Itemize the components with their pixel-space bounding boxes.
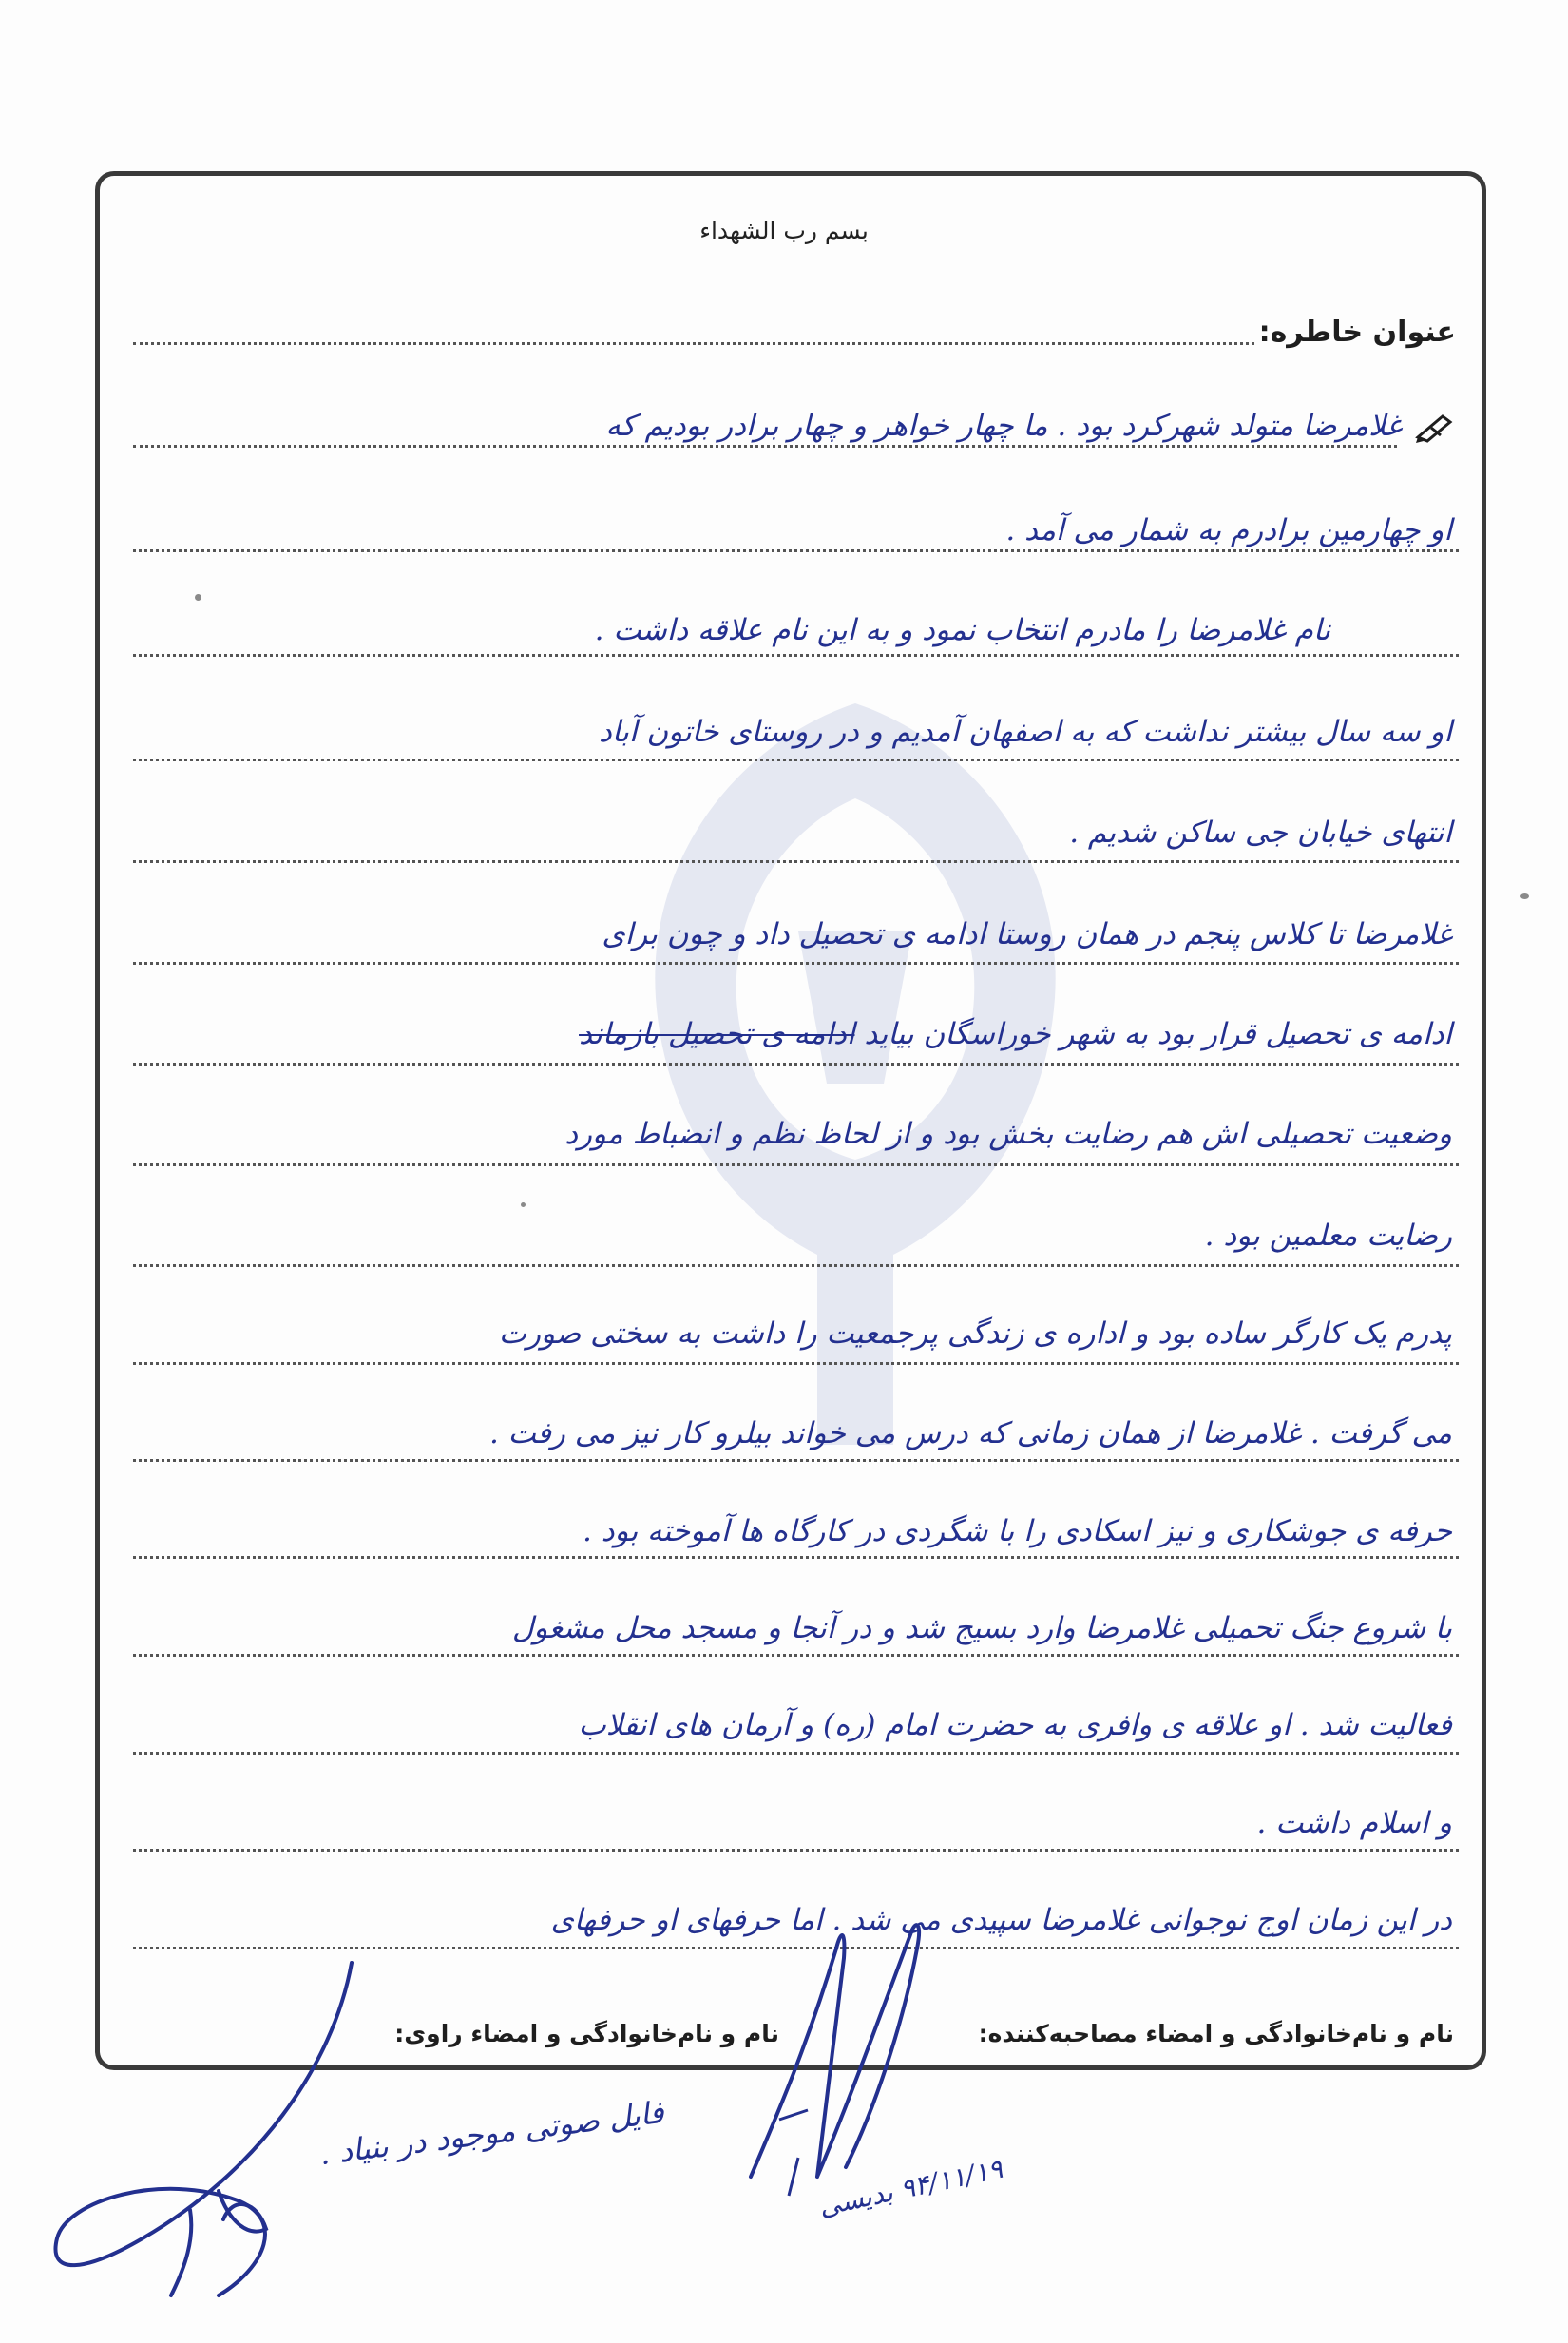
handwritten-line: حرفه ی جوشکاری و نیز اسکادی را با شگردی در کارگاه ها آموخته بود . (583, 1514, 1452, 1548)
audio-file-note: فایل صوتی موجود در بنیاد . (317, 2093, 666, 2173)
ruled-line (133, 445, 1397, 448)
pen-writing-icon (1414, 411, 1456, 443)
interviewer-signature-label: نام و نام‌خانوادگی و امضاء مصاحبه‌کننده: (978, 2020, 1454, 2047)
memory-title-label: عنوان خاطره: (1258, 316, 1456, 349)
handwritten-line: غلامرضا تا کلاس پنجم در همان روستا ادامه ی تحصیل داد و چون برای (602, 917, 1452, 951)
paper-speck (195, 594, 201, 601)
ruled-line (133, 1654, 1459, 1657)
ruled-line (133, 759, 1459, 761)
handwritten-line: رضایت معلمین بود . (1204, 1219, 1452, 1253)
ruled-line (133, 342, 1254, 345)
ruled-line (133, 654, 1459, 657)
handwritten-line: انتهای خیابان جی ساکن شدیم . (1069, 816, 1452, 850)
handwritten-line: در این زمان اوج نوجوانی غلامرضا سپیدی می شد . اما حرفهای او حرفهای (550, 1903, 1452, 1937)
handwritten-line: پدرم یک کارگر ساده بود و اداره ی زندگی پرجمعیت را داشت به سختی صورت (498, 1316, 1452, 1351)
ruled-line (133, 1362, 1459, 1365)
handwritten-line-with-correction (579, 1017, 1452, 1051)
page-header-title: بسم رب الشهداء (699, 217, 869, 244)
ruled-line (133, 1063, 1459, 1066)
handwritten-line: غلامرضا متولد شهرکرد بود . ما چهار خواهر و چهار برادر بودیم که (605, 409, 1402, 443)
narrator-signature-label: نام و نام‌خانوادگی و امضاء راوی: (394, 2020, 779, 2047)
ruled-line (133, 549, 1459, 552)
handwritten-line: او سه سال بیشتر نداشت که به اصفهان آمدیم و در روستای خاتون آباد (599, 715, 1452, 749)
handwritten-line: می گرفت . غلامرضا از همان زمانی که درس می خواند بیلرو کار نیز می رفت . (488, 1416, 1452, 1450)
paper-speck (1520, 893, 1529, 899)
handwritten-line: ادامه ی تحصیل قرار بود به شهر خوراسگان بیاید (864, 1017, 1452, 1051)
ruled-line (133, 1752, 1459, 1755)
handwritten-line: فعالیت شد . او علاقه ی وافری به حضرت امام (ره) و آرمان های انقلاب (578, 1708, 1452, 1742)
handwritten-line: و اسلام داشت . (1256, 1806, 1452, 1840)
ruled-line (133, 962, 1459, 965)
handwritten-line: او چهارمین برادرم به شمار می آمد . (1005, 513, 1452, 547)
handwritten-line: نام غلامرضا را مادرم انتخاب نمود و به این نام علاقه داشت . (594, 613, 1330, 647)
ruled-line (133, 1556, 1459, 1559)
handwritten-line: با شروع جنگ تحمیلی غلامرضا وارد بسیج شد و در آنجا و مسجد محل مشغول (511, 1611, 1452, 1645)
ruled-line (133, 1264, 1459, 1267)
struck-through-text: ادامه ی تحصیل بازماند (579, 1017, 855, 1051)
ruled-line (133, 860, 1459, 863)
ruled-line (133, 1849, 1459, 1852)
date-annotation: ۹۴/۱۱/۱۹ بدیسی (815, 2152, 1005, 2223)
ruled-line (133, 1163, 1459, 1166)
paper-speck (521, 1202, 526, 1207)
handwritten-line: وضعیت تحصیلی اش هم رضایت بخش بود و از لحاظ نظم و انضباط مورد (564, 1117, 1452, 1151)
interviewer-signature (722, 1892, 969, 2205)
ruled-line (133, 1459, 1459, 1462)
